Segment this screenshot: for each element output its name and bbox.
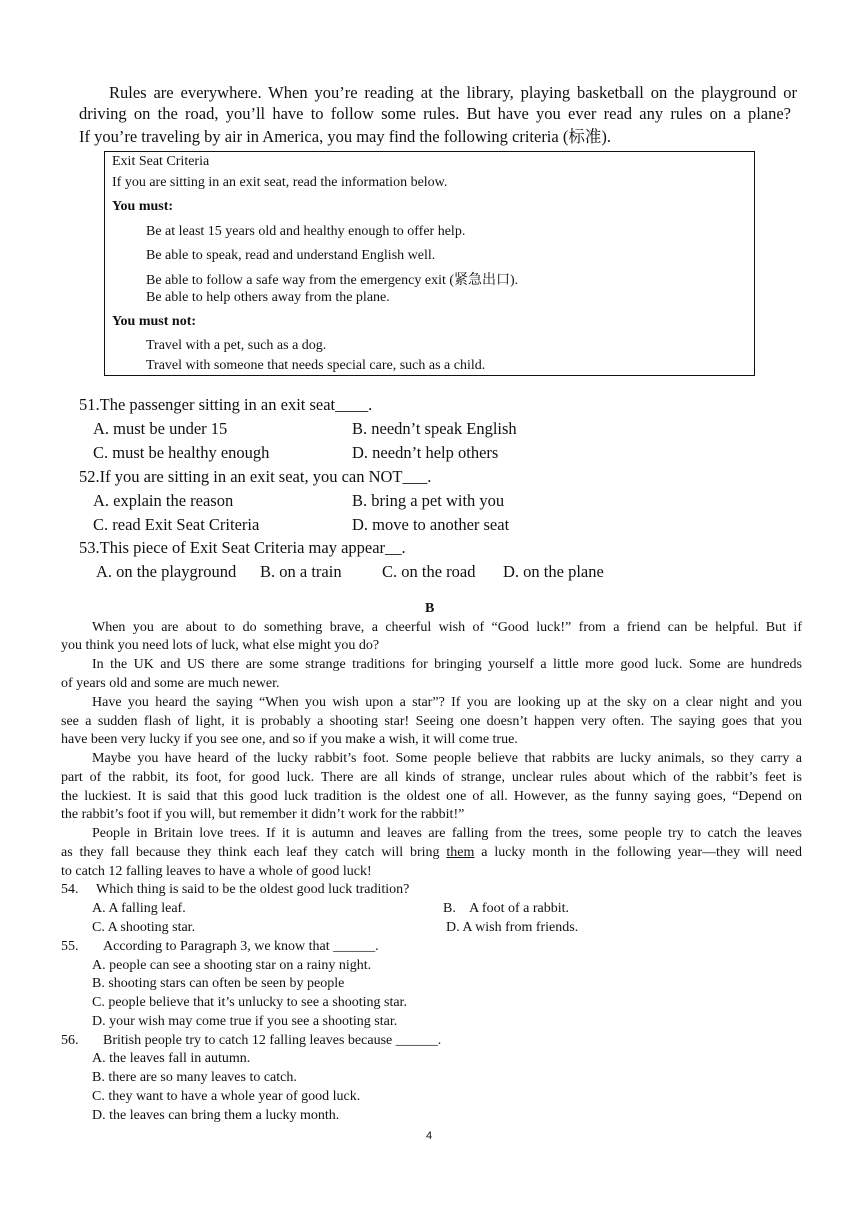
question-option: A. on the playground (96, 562, 237, 581)
passage-line: you think you need lots of luck, what else might you do? (61, 638, 380, 653)
question-option: C. people believe that it’s unlucky to see a shooting star. (92, 995, 407, 1010)
must-item: Be able to follow a safe way from the emergency exit (紧急出口). (146, 273, 519, 288)
passage-line: In the UK and US there are some strange traditions for bringing yourself a little more good luck. Some are hundreds (92, 657, 802, 672)
question-option: D. move to another seat (352, 515, 510, 534)
passage-line: Have you heard the saying “When you wish upon a star”? If you are looking up at the sky on a clear night and you (92, 695, 802, 710)
question-option: A. must be under 15 (93, 419, 228, 438)
question-option: C. read Exit Seat Criteria (93, 515, 260, 534)
question-number: 55. (61, 939, 79, 954)
intro-line-2: driving on the road, you’ll have to follow some rules. But have you ever read any rules on a plane? (79, 104, 791, 123)
passage-line: the luckiest. It is said that this good luck tradition is the oldest one of all. However, as the funny saying goes, “Depend on (61, 789, 802, 804)
passage-line: of years old and some are much newer. (61, 676, 280, 691)
intro-line-3: If you’re traveling by air in America, you may find the following criteria (标准). (79, 127, 611, 146)
must-not-item: Travel with a pet, such as a dog. (146, 338, 327, 353)
passage-line: the rabbit’s foot if you will, but remember it didn’t work for the rabbit!” (61, 807, 465, 822)
passage-line: have been very lucky if you see one, and so if you make a wish, it will come true. (61, 732, 518, 747)
question-option: B. on a train (260, 562, 342, 581)
question-stem: 52.If you are sitting in an exit seat, you can NOT___. (79, 467, 432, 486)
question-option: C. A shooting star. (92, 920, 196, 935)
passage-line: part of the rabbit, its foot, for good luck. There are all kinds of strange, unclear rules about which of the rabbit’s feet is (61, 770, 802, 785)
passage-line: as they fall because they think each leaf they catch will bring them a lucky month in the following year—they will need (61, 845, 802, 860)
question-option: C. must be healthy enough (93, 443, 270, 462)
must-item: Be able to speak, read and understand English well. (146, 248, 436, 263)
must-heading: You must: (112, 199, 174, 214)
must-item: Be able to help others away from the plane. (146, 290, 390, 305)
page-number: 4 (426, 1130, 433, 1142)
question-option: A. A falling leaf. (92, 901, 186, 916)
passage-line: People in Britain love trees. If it is autumn and leaves are falling from the trees, some people try to catch the leaves (92, 826, 802, 841)
criteria-subtitle: If you are sitting in an exit seat, read the information below. (112, 175, 448, 190)
question-option: B. shooting stars can often be seen by people (92, 976, 345, 991)
must-item: Be at least 15 years old and healthy enough to offer help. (146, 224, 466, 239)
question-stem: British people try to catch 12 falling leaves because ______. (103, 1033, 442, 1048)
question-number: 54. (61, 882, 79, 897)
question-stem: According to Paragraph 3, we know that ______. (103, 939, 379, 954)
question-option: D. on the plane (503, 562, 604, 581)
passage-line: Maybe you have heard of the lucky rabbit’s foot. Some people believe that rabbits are lucky animals, so they carry a (92, 751, 802, 766)
section-heading: B (425, 601, 435, 616)
must-not-heading: You must not: (112, 314, 197, 329)
question-stem: 51.The passenger sitting in an exit seat____. (79, 395, 373, 414)
passage-line: see a sudden flash of light, it is probably a shooting star! Seeing one doesn’t happen very often. The saying goes that you (61, 714, 802, 729)
question-stem: Which thing is said to be the oldest good luck tradition? (96, 882, 410, 897)
question-option: C. they want to have a whole year of good luck. (92, 1089, 361, 1104)
question-option: D. the leaves can bring them a lucky month. (92, 1108, 340, 1123)
criteria-title: Exit Seat Criteria (112, 154, 210, 169)
passage-line: to catch 12 falling leaves to have a whole of good luck! (61, 864, 372, 879)
question-option: A. the leaves fall in autumn. (92, 1051, 251, 1066)
question-option: B. A foot of a rabbit. (443, 901, 569, 916)
question-option: A. people can see a shooting star on a rainy night. (92, 958, 372, 973)
question-option: B. needn’t speak English (352, 419, 517, 438)
question-option: B. there are so many leaves to catch. (92, 1070, 297, 1085)
question-option: A. explain the reason (93, 491, 234, 510)
question-option: D. A wish from friends. (446, 920, 579, 935)
question-option: C. on the road (382, 562, 476, 581)
passage-line: When you are about to do something brave, a cheerful wish of “Good luck!” from a friend can be helpful. But if (92, 620, 802, 635)
question-option: B. bring a pet with you (352, 491, 505, 510)
must-not-item: Travel with someone that needs special care, such as a child. (146, 358, 486, 373)
intro-line-1: Rules are everywhere. When you’re reading at the library, playing basketball on the playground or (109, 83, 797, 102)
underlined-word: them (446, 845, 475, 860)
question-stem: 53.This piece of Exit Seat Criteria may appear__. (79, 538, 406, 557)
question-option: D. needn’t help others (352, 443, 499, 462)
question-option: D. your wish may come true if you see a shooting star. (92, 1014, 398, 1029)
question-number: 56. (61, 1033, 79, 1048)
